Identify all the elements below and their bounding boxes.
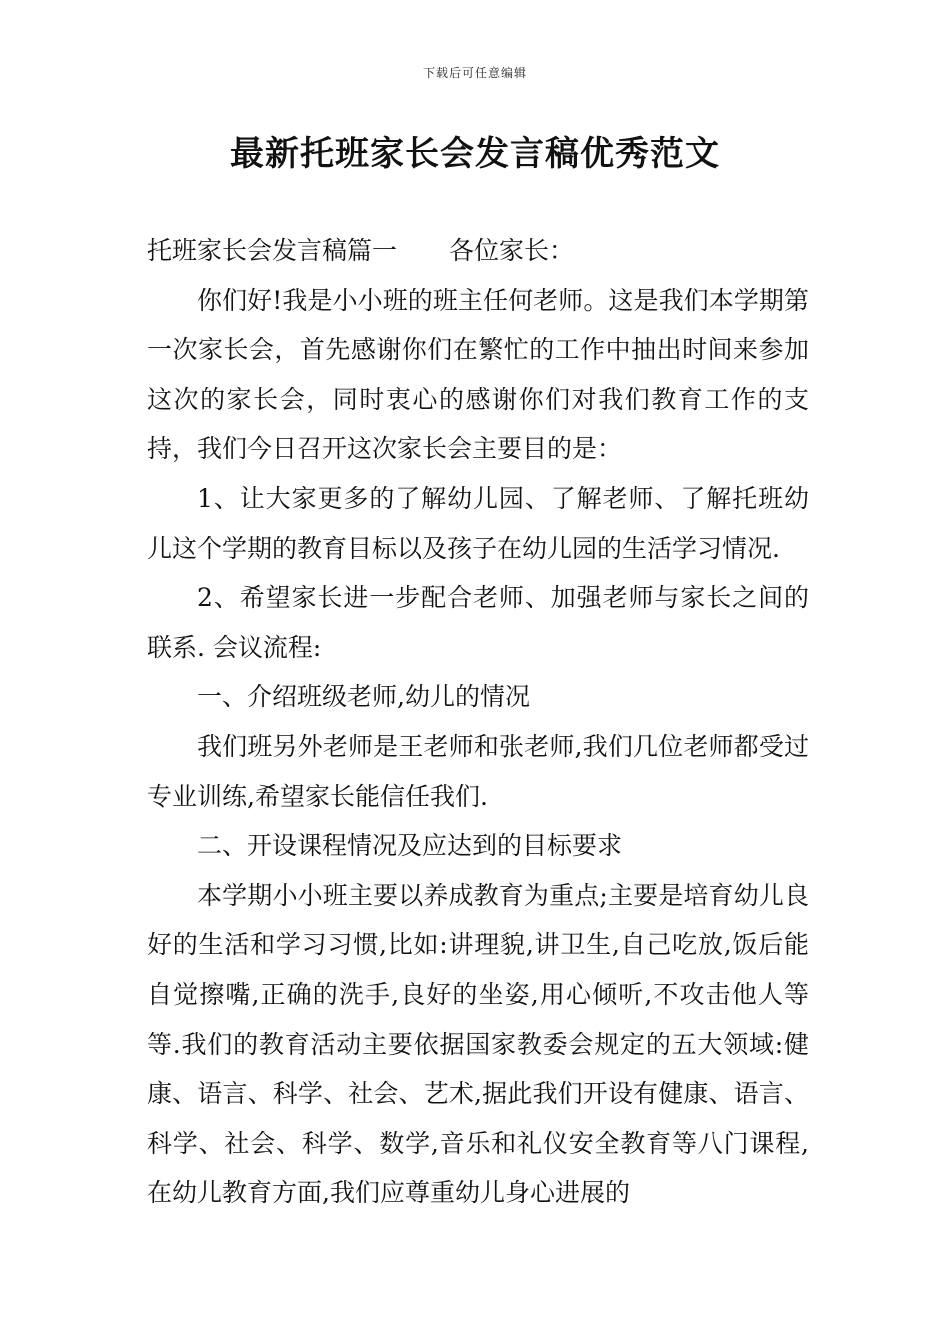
paragraph-curriculum: 本学期小小班主要以养成教育为重点;主要是培育幼儿良好的生活和学习习惯,比如:讲理貌,讲卫生,自己吃放,饭后能自觉擦嘴,正确的洗手,良好的坐姿,用心倾听,不攻击他人等等.我们的教育活动主要依据国家教委会规定的五大领域:健康、语言、科学、社会、艺术,据此我们开设有健康、语言、科学、社会、科学、数学,音乐和礼仪安全教育等八门课程,在幼儿教育方面,我们应尊重幼儿身心进展的 bbox=[147, 880, 809, 1208]
section-heading-2: 二、开设课程情况及应达到的目标要求 bbox=[197, 831, 623, 861]
header-note: 下载后可任意编辑 bbox=[422, 66, 527, 80]
section-heading-1: 一、介绍班级老师,幼儿的情况 bbox=[197, 682, 530, 712]
opening-line bbox=[147, 226, 809, 276]
paragraph-greeting: 你们好!我是小小班的班主任何老师。这是我们本学期第一次家长会，首先感谢你们在繁忙的工作中抽出时间来参加这次的家长会，同时衷心的感谢你们对我们教育工作的支持，我们今日召开这次家长会主要目的是： bbox=[147, 285, 809, 464]
salutation: 各位家长： bbox=[449, 236, 575, 265]
paragraph-purpose-2: 2、希望家长进一步配合老师、加强老师与家长之间的联系. 会议流程: bbox=[147, 583, 809, 662]
document-body bbox=[147, 226, 809, 1218]
document-title: 最新托班家长会发言稿优秀范文 bbox=[230, 134, 720, 174]
paragraph-teachers: 我们班另外老师是王老师和张老师,我们几位老师都受过专业训练,希望家长能信任我们. bbox=[147, 731, 809, 811]
section-heading: 托班家长会发言稿篇一 bbox=[147, 236, 398, 265]
paragraph-purpose-1: 1、让大家更多的了解幼儿园、了解老师、了解托班幼儿这个学期的教育目标以及孩子在幼儿园的生活学习情况. bbox=[147, 483, 809, 563]
